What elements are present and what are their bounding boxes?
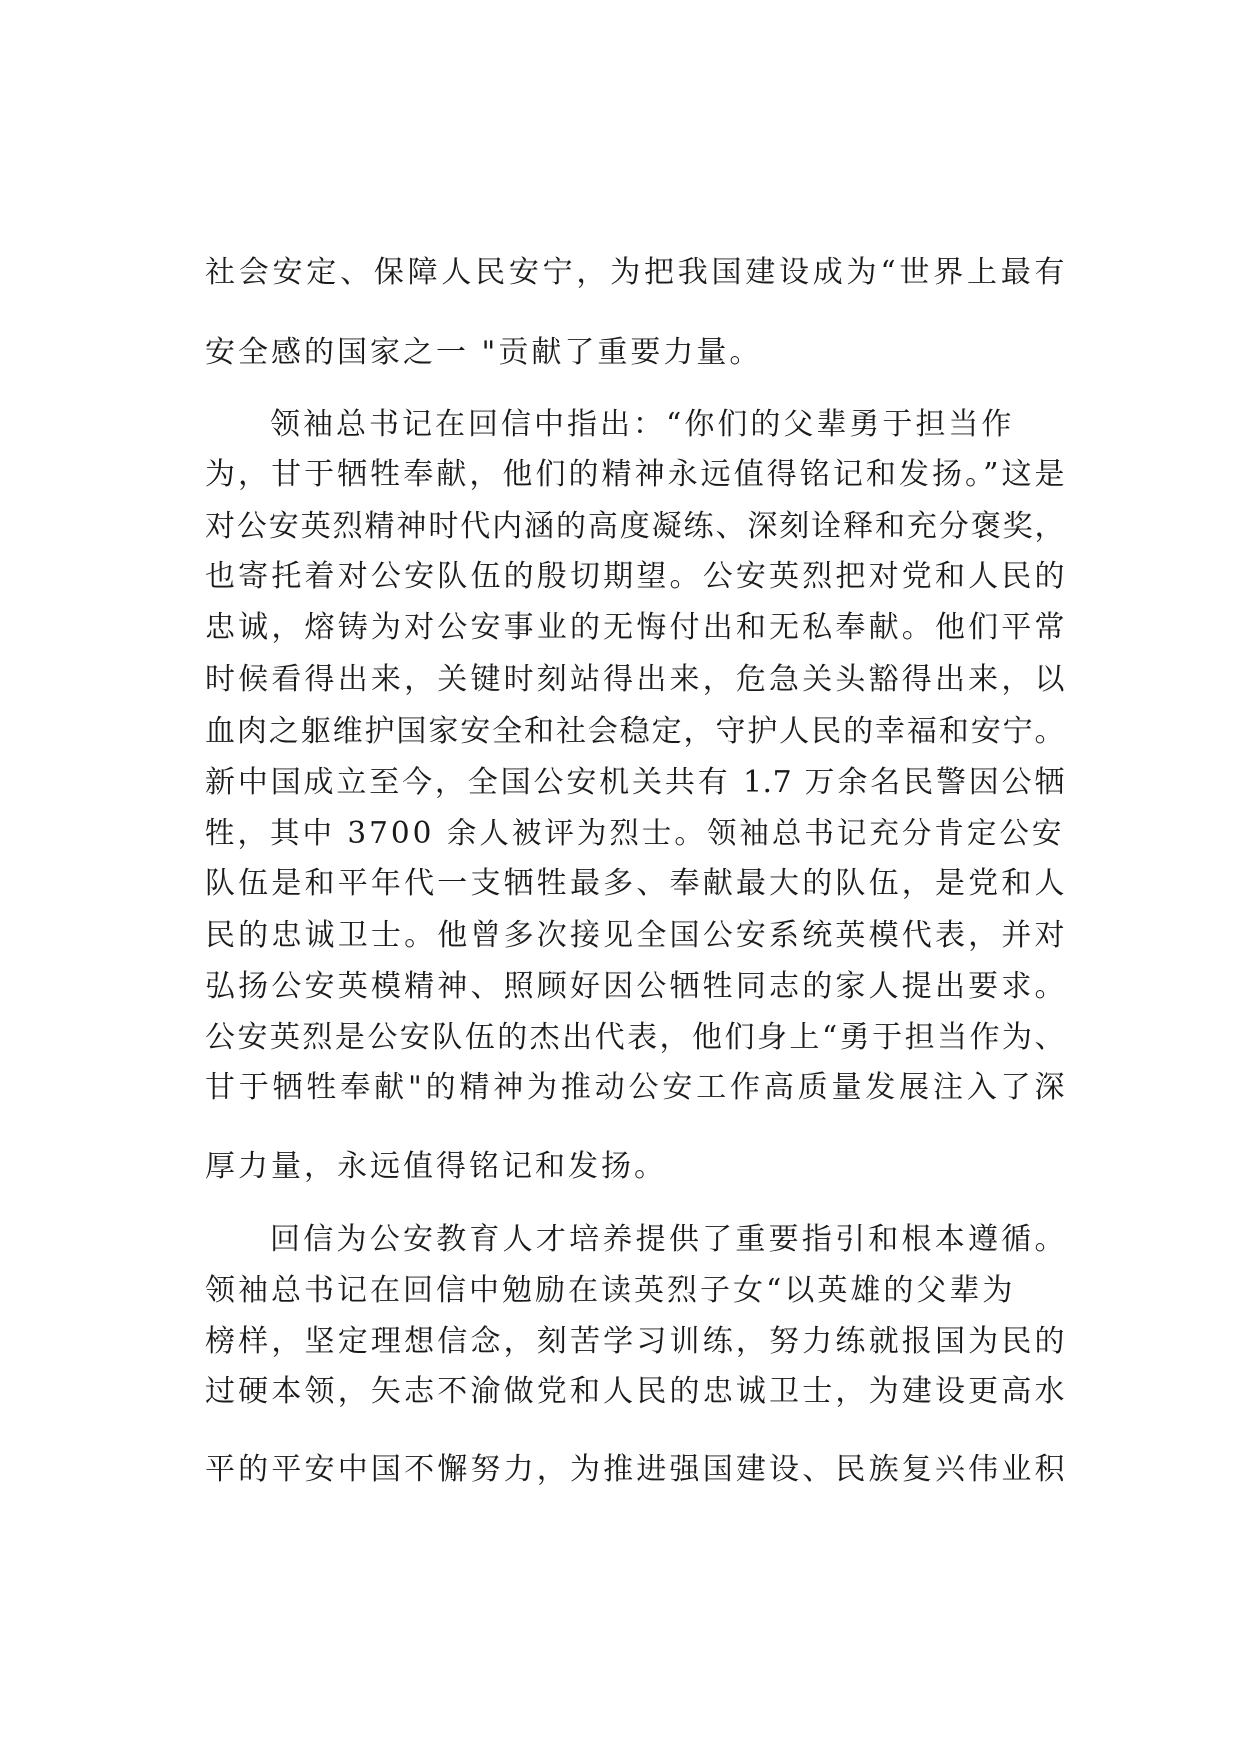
text-line: 社会安定、保障人民安宁，为把我国建设成为“世界上最有 (205, 255, 1065, 290)
text-line: 厚力量，永远值得铭记和发扬。 (205, 1149, 667, 1184)
text-line: 安全感的国家之一 "贡献了重要力量。 (205, 335, 763, 370)
text-line: 领袖总书记在回信中勉励在读英烈子女“以英雄的父辈为 (205, 1273, 1016, 1308)
text-line: 忠诚，熔铸为对公安事业的无悔付出和无私奉献。他们平常 (205, 610, 1065, 645)
text-line: 弘扬公安英模精神、照顾好因公牺牲同志的家人提出要求。 (205, 969, 1065, 1004)
text-line: 血肉之躯维护国家安全和社会稳定，守护人民的幸福和安宁。 (205, 714, 1065, 749)
text-line: 领袖总书记在回信中指出：“你们的父辈勇于担当作 (270, 407, 1015, 442)
text-line: 过硬本领，矢志不渝做党和人民的忠诚卫士，为建设更高水 (205, 1374, 1065, 1409)
text-line: 民的忠诚卫士。他曾多次接见全国公安系统英模代表，并对 (205, 918, 1065, 953)
text-line: 也寄托着对公安队伍的殷切期望。公安英烈把对党和人民的 (205, 559, 1065, 594)
text-line: 公安英烈是公安队伍的杰出代表，他们身上“勇于担当作为、 (205, 1020, 1065, 1055)
text-line: 平的平安中国不懈努力，为推进强国建设、民族复兴伟业积 (205, 1452, 1065, 1487)
text-line: 对公安英烈精神时代内涵的高度凝练、深刻诠释和充分褒奖， (205, 509, 1065, 544)
text-line: 牲，其中 3700 余人被评为烈士。领袖总书记充分肯定公安 (205, 816, 1065, 850)
text-line: 新中国成立至今，全国公安机关共有 1.7 万余名民警因公牺 (205, 765, 1065, 800)
text-line: 甘于牺牲奉献"的精神为推动公安工作高质量发展注入了深 (205, 1070, 1065, 1105)
text-line: 回信为公安教育人才培养提供了重要指引和根本遵循。 (270, 1222, 1065, 1257)
text-line: 为，甘于牺牲奉献，他们的精神永远值得铭记和发扬。”这是 (205, 457, 1065, 492)
text-line: 队伍是和平年代一支牺牲最多、奉献最大的队伍，是党和人 (205, 866, 1065, 901)
text-line: 榜样，坚定理想信念，刻苦学习训练，努力练就报国为民的 (205, 1324, 1065, 1359)
text-line: 时候看得出来，关键时刻站得出来，危急关头豁得出来，以 (205, 662, 1065, 697)
